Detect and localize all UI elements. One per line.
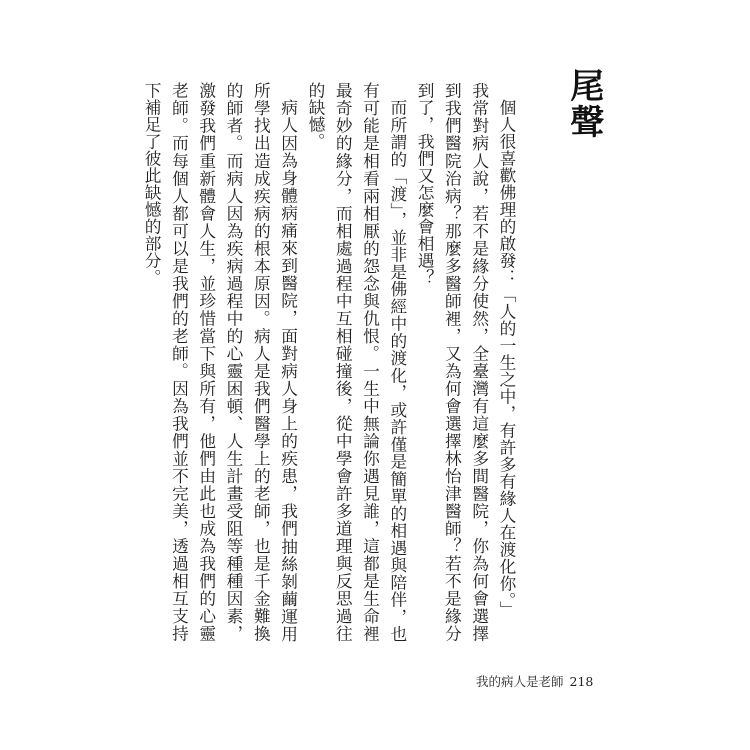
- body-text: [138, 82, 520, 642]
- paragraph-4: 病人因為身體病痛來到醫院，面對病人身上的疾患，我們抽絲剝繭運用所學找出造成疾病的根本原因。病人是我們醫學上的老師，也是千金難換的師者。而病人因為疾病過程中的心靈困頓、人生計畫受阻等種種因素，激發我們重新體會人生，並珍惜當下與所有，他們由此也成為我們的心靈老師。而每個人都可以是我們的老師。因為我們並不完美，透過相互支持下補足了彼此缺憾的部分。: [142, 82, 299, 642]
- page-footer: [476, 674, 593, 690]
- page-number: 218: [569, 674, 594, 689]
- running-book-title: 我的病人是老師: [476, 674, 564, 689]
- paragraph-2: 我常對病人說，若不是緣分使然，全臺灣有這麼多間醫院，你為何會選擇到我們醫院治病？那麼多醫師裡，又為何會選擇林怡津醫師？若不是緣分到了，我們又怎麼會相遇？: [415, 82, 490, 642]
- paragraph-1: 個人很喜歡佛理的啟發：「人的一生之中，有許多有緣人在渡化你。」: [497, 98, 517, 618]
- paragraph-3: 而所謂的「渡」，並非是佛經中的渡化，或許僅是簡單的相遇與陪伴，也有可能是相看兩相厭的怨念與仇恨。一生中無論你遇見誰，這都是生命裡最奇妙的緣分，而相處過程中互相碰撞後，從中學會許多道理與反思過往的缺憾。: [305, 82, 408, 642]
- chapter-title: 尾聲: [563, 68, 604, 140]
